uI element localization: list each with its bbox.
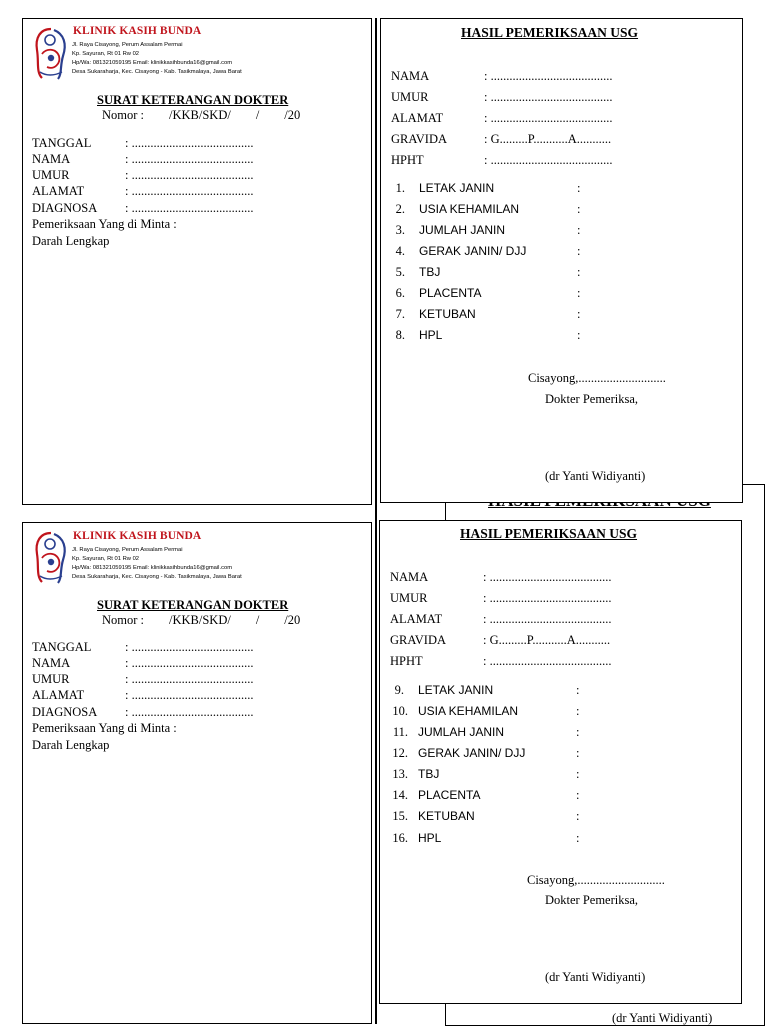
usg-item-number: 7. [395, 307, 405, 321]
usg-item-colon: : [577, 181, 581, 195]
clinic-address-line: Jl. Raya Cisayong, Perum Assalam Permai [72, 42, 183, 48]
clinic-address-line: Kp. Sayuran, Rt 01 Rw 02 [72, 51, 140, 57]
usg-item-label: HPL [419, 328, 443, 342]
certificate-request-value: Darah Lengkap [32, 738, 110, 752]
usg-item-number: 8. [395, 328, 405, 342]
usg-sheet-bottom: HASIL PEMERIKSAAN USG NAMA : ....................................... UMUR : ....................................... ALAMAT : ....................................... GRAVIDA : G.........P...........A........... HPHT : ....................................... 9. LETAK JANIN : 10. USIA KEHAMILAN : 11. JUMLAH JANIN : 12. GERAK JANIN/ DJJ : 13. TBJ : 14. PLACENTA : 15. KETUBAN : 16. HPL : Cisayong,............................ Dokter Pemeriksa, (dr Yanti Widiyanti) [379, 520, 742, 1004]
usg-item-number: 6. [395, 286, 405, 300]
clinic-name: KLINIK KASIH BUNDA [73, 530, 202, 542]
usg-item-number: 4. [395, 244, 405, 258]
usg-item-number: 9. [394, 683, 404, 697]
clinic-contact-line: Hp/Wa: 081321059195 Email: klinikkasihbunda16@gmail.com [72, 565, 233, 571]
clinic-name: KLINIK KASIH BUNDA [73, 25, 202, 37]
usg-item-number: 10. [392, 704, 408, 718]
usg-back-doctor-name: (dr Yanti Widiyanti) [612, 1011, 713, 1025]
clinic-logo-icon [32, 26, 70, 82]
usg-item-number: 12. [392, 746, 408, 760]
clinic-logo-icon [32, 530, 70, 586]
certificate-title: SURAT KETERANGAN DOKTER [97, 598, 289, 612]
usg-item-label: JUMLAH JANIN [419, 223, 506, 237]
usg-item-number: 2. [395, 202, 405, 216]
clinic-address-line: Desa Sukaraharja, Kec. Cisayong - Kab. Tasikmalaya, Jawa Barat [72, 574, 242, 580]
usg-place-date: Cisayong,............................ [528, 371, 666, 385]
usg-item-label: PLACENTA [419, 286, 482, 300]
usg-item-colon: : [576, 725, 580, 739]
clinic-contact-line: Hp/Wa: 081321059195 Email: klinikkasihbunda16@gmail.com [72, 60, 233, 66]
usg-item-colon: : [576, 683, 580, 697]
usg-item-number: 14. [392, 788, 408, 802]
usg-item-colon: : [576, 746, 580, 760]
usg-doctor-label: Dokter Pemeriksa, [545, 893, 639, 907]
usg-item-colon: : [577, 223, 581, 237]
usg-item-label: LETAK JANIN [418, 683, 494, 697]
usg-doctor-label: Dokter Pemeriksa, [545, 392, 639, 406]
usg-doctor-name: (dr Yanti Widiyanti) [545, 469, 646, 483]
certificate-number: Nomor : /KKB/SKD/ / /20 [102, 613, 301, 627]
usg-item-colon: : [576, 788, 580, 802]
usg-sheet-top: HASIL PEMERIKSAAN USG NAMA : ....................................... UMUR : ....................................... ALAMAT : ....................................... GRAVIDA : G.........P...........A........... HPHT : ....................................... 1. LETAK JANIN : 2. USIA KEHAMILAN : 3. JUMLAH JANIN : 4. GERAK JANIN/ DJJ : 5. TBJ : 6. PLACENTA : 7. KETUBAN : 8. HPL : Cisayong,............................ Dokter Pemeriksa, (dr Yanti Widiyanti) [380, 18, 743, 503]
usg-item-label: LETAK JANIN [419, 181, 495, 195]
usg-item-colon: : [577, 328, 581, 342]
usg-place-date: Cisayong,............................ [527, 873, 665, 887]
usg-item-number: 1. [395, 181, 405, 195]
usg-item-colon: : [577, 265, 581, 279]
usg-item-label: JUMLAH JANIN [418, 725, 505, 739]
page-divider [375, 18, 377, 1024]
usg-item-colon: : [577, 244, 581, 258]
certificate-number: Nomor : /KKB/SKD/ / /20 [102, 108, 301, 122]
usg-item-label: GERAK JANIN/ DJJ [419, 244, 527, 258]
certificate-sheet-top: KLINIK KASIH BUNDA Jl. Raya Cisayong, Perum Assalam Permai Kp. Sayuran, Rt 01 Rw 02 Hp/Wa: 081321059195 Email: klinikkasihbunda16@gmail.com Desa Sukaraharja, Kec. Cisayong - Kab. Tasikmalaya, Jawa Barat SURAT KETERANGAN DOKTER Nomor : /KKB/SKD/ / /20 TANGGAL : ....................................... NAMA : ....................................... UMUR : ....................................... ALAMAT : ....................................... DIAGNOSA : ....................................... Pemeriksaan Yang di Minta : Darah Lengkap [22, 18, 372, 505]
usg-item-number: 16. [392, 831, 408, 845]
usg-item-colon: : [577, 286, 581, 300]
certificate-request-label: Pemeriksaan Yang di Minta : [32, 217, 177, 231]
usg-item-number: 15. [392, 809, 408, 823]
usg-item-label: TBJ [419, 265, 441, 279]
usg-item-colon: : [576, 831, 580, 845]
usg-item-number: 5. [395, 265, 405, 279]
usg-item-colon: : [577, 202, 581, 216]
usg-item-number: 11. [392, 725, 408, 739]
usg-item-label: PLACENTA [418, 788, 481, 802]
usg-item-label: USIA KEHAMILAN [418, 704, 519, 718]
usg-item-number: 13. [392, 767, 408, 781]
usg-item-label: TBJ [418, 767, 440, 781]
clinic-address-line: Jl. Raya Cisayong, Perum Assalam Permai [72, 547, 183, 553]
certificate-request-value: Darah Lengkap [32, 234, 110, 248]
usg-item-label: USIA KEHAMILAN [419, 202, 520, 216]
usg-item-colon: : [576, 809, 580, 823]
usg-item-colon: : [577, 307, 581, 321]
usg-item-label: KETUBAN [418, 809, 475, 823]
certificate-request-label: Pemeriksaan Yang di Minta : [32, 721, 177, 735]
clinic-address-line: Kp. Sayuran, Rt 01 Rw 02 [72, 556, 140, 562]
certificate-sheet-bottom: KLINIK KASIH BUNDA Jl. Raya Cisayong, Perum Assalam Permai Kp. Sayuran, Rt 01 Rw 02 Hp/Wa: 081321059195 Email: klinikkasihbunda16@gmail.com Desa Sukaraharja, Kec. Cisayong - Kab. Tasikmalaya, Jawa Barat SURAT KETERANGAN DOKTER Nomor : /KKB/SKD/ / /20 TANGGAL : ....................................... NAMA : ....................................... UMUR : ....................................... ALAMAT : ....................................... DIAGNOSA : ....................................... Pemeriksaan Yang di Minta : Darah Lengkap [22, 522, 372, 1024]
usg-item-colon: : [576, 767, 580, 781]
usg-item-label: KETUBAN [419, 307, 476, 321]
usg-title: HASIL PEMERIKSAAN USG [460, 526, 638, 541]
usg-item-label: GERAK JANIN/ DJJ [418, 746, 526, 760]
usg-item-number: 3. [395, 223, 405, 237]
usg-item-colon: : [576, 704, 580, 718]
certificate-title: SURAT KETERANGAN DOKTER [97, 93, 289, 107]
usg-item-label: HPL [418, 831, 442, 845]
clinic-address-line: Desa Sukaraharja, Kec. Cisayong - Kab. Tasikmalaya, Jawa Barat [72, 69, 242, 75]
usg-title: HASIL PEMERIKSAAN USG [461, 25, 639, 40]
usg-doctor-name: (dr Yanti Widiyanti) [545, 970, 646, 984]
